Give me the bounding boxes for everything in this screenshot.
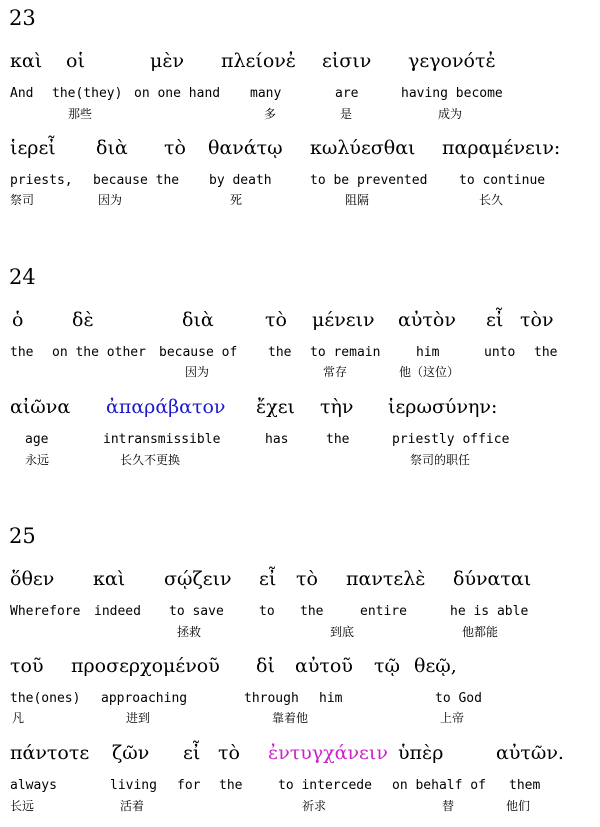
english-gloss: him <box>416 345 440 360</box>
chinese-gloss: 阻隔 <box>345 193 370 207</box>
english-gloss: to <box>259 604 275 619</box>
greek-word: προσερχομένοῦ <box>71 655 220 677</box>
greek-word: ἔχει <box>256 396 296 418</box>
chinese-gloss: 拯救 <box>177 625 202 639</box>
english-gloss: intransmissible <box>103 432 221 447</box>
chinese-gloss: 祭司 <box>10 193 35 207</box>
greek-word: σῴζειν <box>164 568 232 590</box>
greek-word: παντελὲ <box>346 568 426 590</box>
chinese-gloss: 靠着他 <box>272 711 309 725</box>
english-gloss: to God <box>435 691 482 706</box>
english-gloss: to intercede <box>278 778 372 793</box>
english-gloss: because of <box>159 345 238 360</box>
chinese-gloss: 上帝 <box>440 711 465 725</box>
greek-word: τὸν <box>520 309 554 331</box>
chinese-gloss: 长远 <box>10 799 35 813</box>
english-gloss: priests, <box>10 173 73 188</box>
chinese-gloss: 成为 <box>438 107 463 121</box>
greek-word: θεῷ, <box>414 655 457 677</box>
greek-word: διὰ <box>96 137 128 159</box>
greek-word: κωλύεσθαι <box>310 137 416 159</box>
greek-word: μὲν <box>150 50 185 72</box>
greek-word: τῷ <box>374 655 401 677</box>
english-gloss: many <box>250 86 282 101</box>
chinese-gloss: 他都能 <box>462 625 499 639</box>
greek-word: γεγονότἐ <box>408 50 496 72</box>
greek-word: παραμένειν: <box>442 137 561 159</box>
greek-word: μένειν <box>312 309 375 331</box>
greek-word: τὸ <box>296 568 318 590</box>
greek-word: ζῶν <box>112 742 150 764</box>
chinese-gloss: 长久 <box>479 193 504 207</box>
chinese-gloss: 多 <box>264 107 277 121</box>
chinese-gloss: 因为 <box>185 365 210 379</box>
english-gloss: unto <box>484 345 516 360</box>
greek-word: εἰσιν <box>322 50 372 72</box>
english-gloss: has <box>265 432 289 447</box>
chinese-gloss: 他（这位） <box>399 365 460 379</box>
english-gloss: indeed <box>94 604 141 619</box>
english-gloss: the(they) <box>52 86 123 101</box>
english-gloss: approaching <box>101 691 188 706</box>
english-gloss: the <box>10 345 34 360</box>
chinese-gloss: 是 <box>340 107 353 121</box>
greek-word: δύναται <box>453 568 532 590</box>
english-gloss: And <box>10 86 34 101</box>
chinese-gloss: 祈求 <box>302 799 327 813</box>
english-gloss: entire <box>360 604 407 619</box>
english-gloss: having become <box>401 86 503 101</box>
english-gloss: because the <box>93 173 180 188</box>
greek-word: καὶ <box>10 50 43 72</box>
greek-word: εἶ <box>259 568 277 590</box>
english-gloss: priestly office <box>392 432 510 447</box>
chinese-gloss: 因为 <box>98 193 123 207</box>
greek-word: ὑπὲρ <box>398 742 444 764</box>
greek-word: πάντοτε <box>10 742 90 764</box>
english-gloss: always <box>10 778 57 793</box>
greek-word: ἱερωσύνην: <box>388 396 498 418</box>
chinese-gloss: 到底 <box>330 625 355 639</box>
english-gloss: by death <box>209 173 272 188</box>
english-gloss: living <box>110 778 157 793</box>
greek-word: αὐτῶν. <box>496 742 564 764</box>
greek-word: ἱερεἶ <box>10 137 56 159</box>
greek-word: τὸ <box>265 309 287 331</box>
english-gloss: the <box>300 604 324 619</box>
chinese-gloss: 他们 <box>506 799 531 813</box>
english-gloss: age <box>25 432 49 447</box>
chinese-gloss: 祭司的职任 <box>410 453 471 467</box>
chinese-gloss: 常存 <box>323 365 348 379</box>
chinese-gloss: 替 <box>442 799 455 813</box>
greek-word: διὰ <box>182 309 214 331</box>
chinese-gloss: 那些 <box>68 107 93 121</box>
english-gloss: them <box>509 778 541 793</box>
chinese-gloss: 进到 <box>126 711 151 725</box>
english-gloss: to save <box>169 604 224 619</box>
english-gloss: he is able <box>450 604 529 619</box>
english-gloss: for <box>177 778 201 793</box>
english-gloss: are <box>335 86 359 101</box>
english-gloss: the <box>326 432 350 447</box>
greek-word: οἱ <box>66 50 85 72</box>
greek-word: θανάτῳ <box>208 137 283 159</box>
english-gloss: on one hand <box>134 86 221 101</box>
greek-word: ὁ <box>12 309 24 331</box>
verse-number: 25 <box>9 524 36 548</box>
greek-word: τὴν <box>320 396 354 418</box>
verse-number: 24 <box>9 265 36 289</box>
greek-word: αἰῶνα <box>10 396 71 418</box>
english-gloss: the <box>219 778 243 793</box>
chinese-gloss: 长久不更换 <box>120 453 181 467</box>
english-gloss: on the other <box>52 345 146 360</box>
chinese-gloss: 死 <box>230 193 243 207</box>
greek-word: αὐτὸν <box>398 309 456 331</box>
greek-word: εἶ <box>486 309 504 331</box>
chinese-gloss: 活着 <box>120 799 145 813</box>
greek-word: καὶ <box>93 568 126 590</box>
verse-number: 23 <box>9 6 36 30</box>
greek-word: ὅθεν <box>10 568 55 590</box>
greek-word: εἶ <box>183 742 201 764</box>
greek-word-highlighted: ἀπαράβατον <box>106 396 226 418</box>
greek-word-highlighted: ἐντυγχάνειν <box>268 742 388 764</box>
chinese-gloss: 凡 <box>12 711 25 725</box>
english-gloss: Wherefore <box>10 604 81 619</box>
chinese-gloss: 永远 <box>25 453 50 467</box>
english-gloss: to continue <box>459 173 546 188</box>
greek-word: τοῦ <box>10 655 44 677</box>
greek-word: τὸ <box>164 137 186 159</box>
english-gloss: on behalf of <box>392 778 486 793</box>
english-gloss: through <box>244 691 299 706</box>
english-gloss: to be prevented <box>310 173 428 188</box>
greek-word: δἰ <box>256 655 275 677</box>
english-gloss: the <box>268 345 292 360</box>
english-gloss: to remain <box>310 345 381 360</box>
english-gloss: him <box>319 691 343 706</box>
greek-word: τὸ <box>218 742 240 764</box>
greek-word: αὐτοῦ <box>295 655 353 677</box>
greek-word: πλείονἐ <box>221 50 297 72</box>
greek-word: δὲ <box>72 309 94 331</box>
english-gloss: the <box>534 345 558 360</box>
english-gloss: the(ones) <box>10 691 81 706</box>
